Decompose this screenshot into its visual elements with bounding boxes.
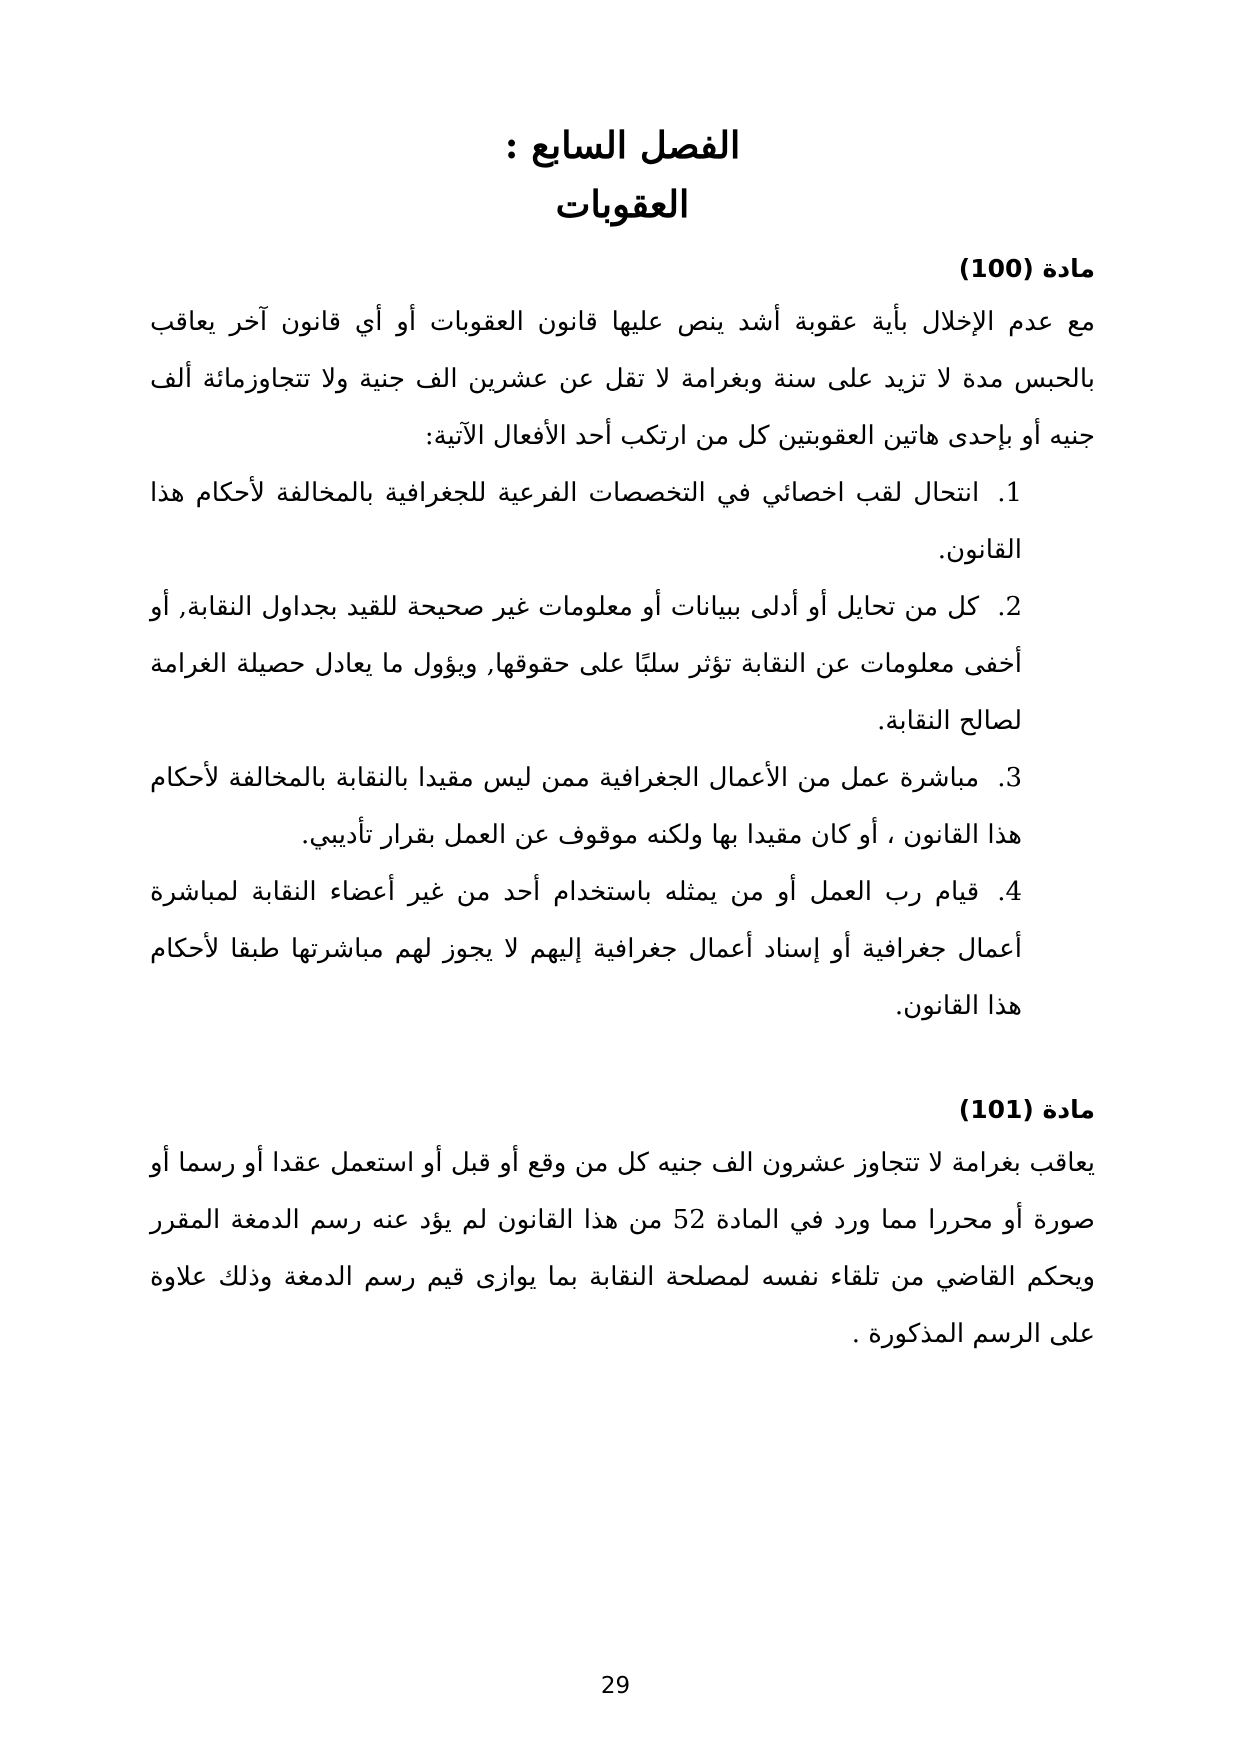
article-100-intro: مع عدم الإخلال بأية عقوبة أشد ينص عليها قانون العقوبات أو أي قانون آخر يعاقب بالحبس مدة لا تزيد على سنة وبغرامة لا تقل عن عشرين الف جنية ولا تتجاوزمائة ألف جنيه أو بإحدى هاتين العقوبتين كل من ارتكب أحد الأفعال الآتية:: [150, 307, 1095, 451]
list-item-text: انتحال لقب اخصائي في التخصصات الفرعية للجغرافية بالمخالفة لأحكام هذا القانون.: [150, 478, 1022, 565]
article-100-header: مادة (100): [958, 254, 1095, 283]
article-101-header: مادة (101): [958, 1095, 1095, 1124]
list-item-number: 1.: [997, 478, 1022, 508]
list-item-text: قيام رب العمل أو من يمثله باستخدام أحد من غير أعضاء النقابة لمباشرة أعمال جغرافية أو إسناد أعمال جغرافية إليهم لا يجوز لهم مباشرتها طبقا لأحكام هذا القانون.: [150, 877, 1022, 1021]
chapter-title-line1: الفصل السابع :: [504, 123, 741, 167]
list-item: [150, 750, 1022, 864]
list-item-number: 4.: [997, 877, 1022, 907]
chapter-title-line2: العقوبات: [555, 182, 690, 226]
chapter-title: [150, 116, 1095, 234]
article-101-intro: يعاقب بغرامة لا تتجاوز عشرون الف جنيه كل من وقع أو قبل أو استعمل عقدا أو رسما أو صورة أو محررا مما ورد في المادة 52 من هذا القانون لم يؤد عنه رسم الدمغة المقرر ويحكم القاضي من تلقاء نفسه لمصلحة النقابة بما يوازى قيم رسم الدمغة وذلك علاوة على الرسم المذكورة .: [150, 1148, 1096, 1349]
article-100: [150, 244, 1095, 1035]
article-101: [150, 1085, 1095, 1363]
list-item-text: كل من تحايل أو أدلى ببيانات أو معلومات غير صحيحة للقيد بجداول النقابة, أو أخفى معلومات عن النقابة تؤثر سلبًا على حقوقها, ويؤول ما يعادل حصيلة الغرامة لصالح النقابة.: [150, 592, 1022, 736]
page-number: 29: [600, 1673, 631, 1699]
list-item-text: مباشرة عمل من الأعمال الجغرافية ممن ليس مقيدا بالنقابة بالمخالفة لأحكام هذا القانون ، أو كان مقيدا بها ولكنه موقوف عن العمل بقرار تأديبي.: [150, 763, 1022, 850]
list-item-number: 2.: [997, 592, 1022, 622]
list-item-number: 3.: [997, 763, 1022, 793]
list-item: [150, 864, 1022, 1035]
list-item: [150, 465, 1022, 579]
article-100-item-list: [150, 465, 1095, 1035]
list-item: [150, 579, 1022, 750]
